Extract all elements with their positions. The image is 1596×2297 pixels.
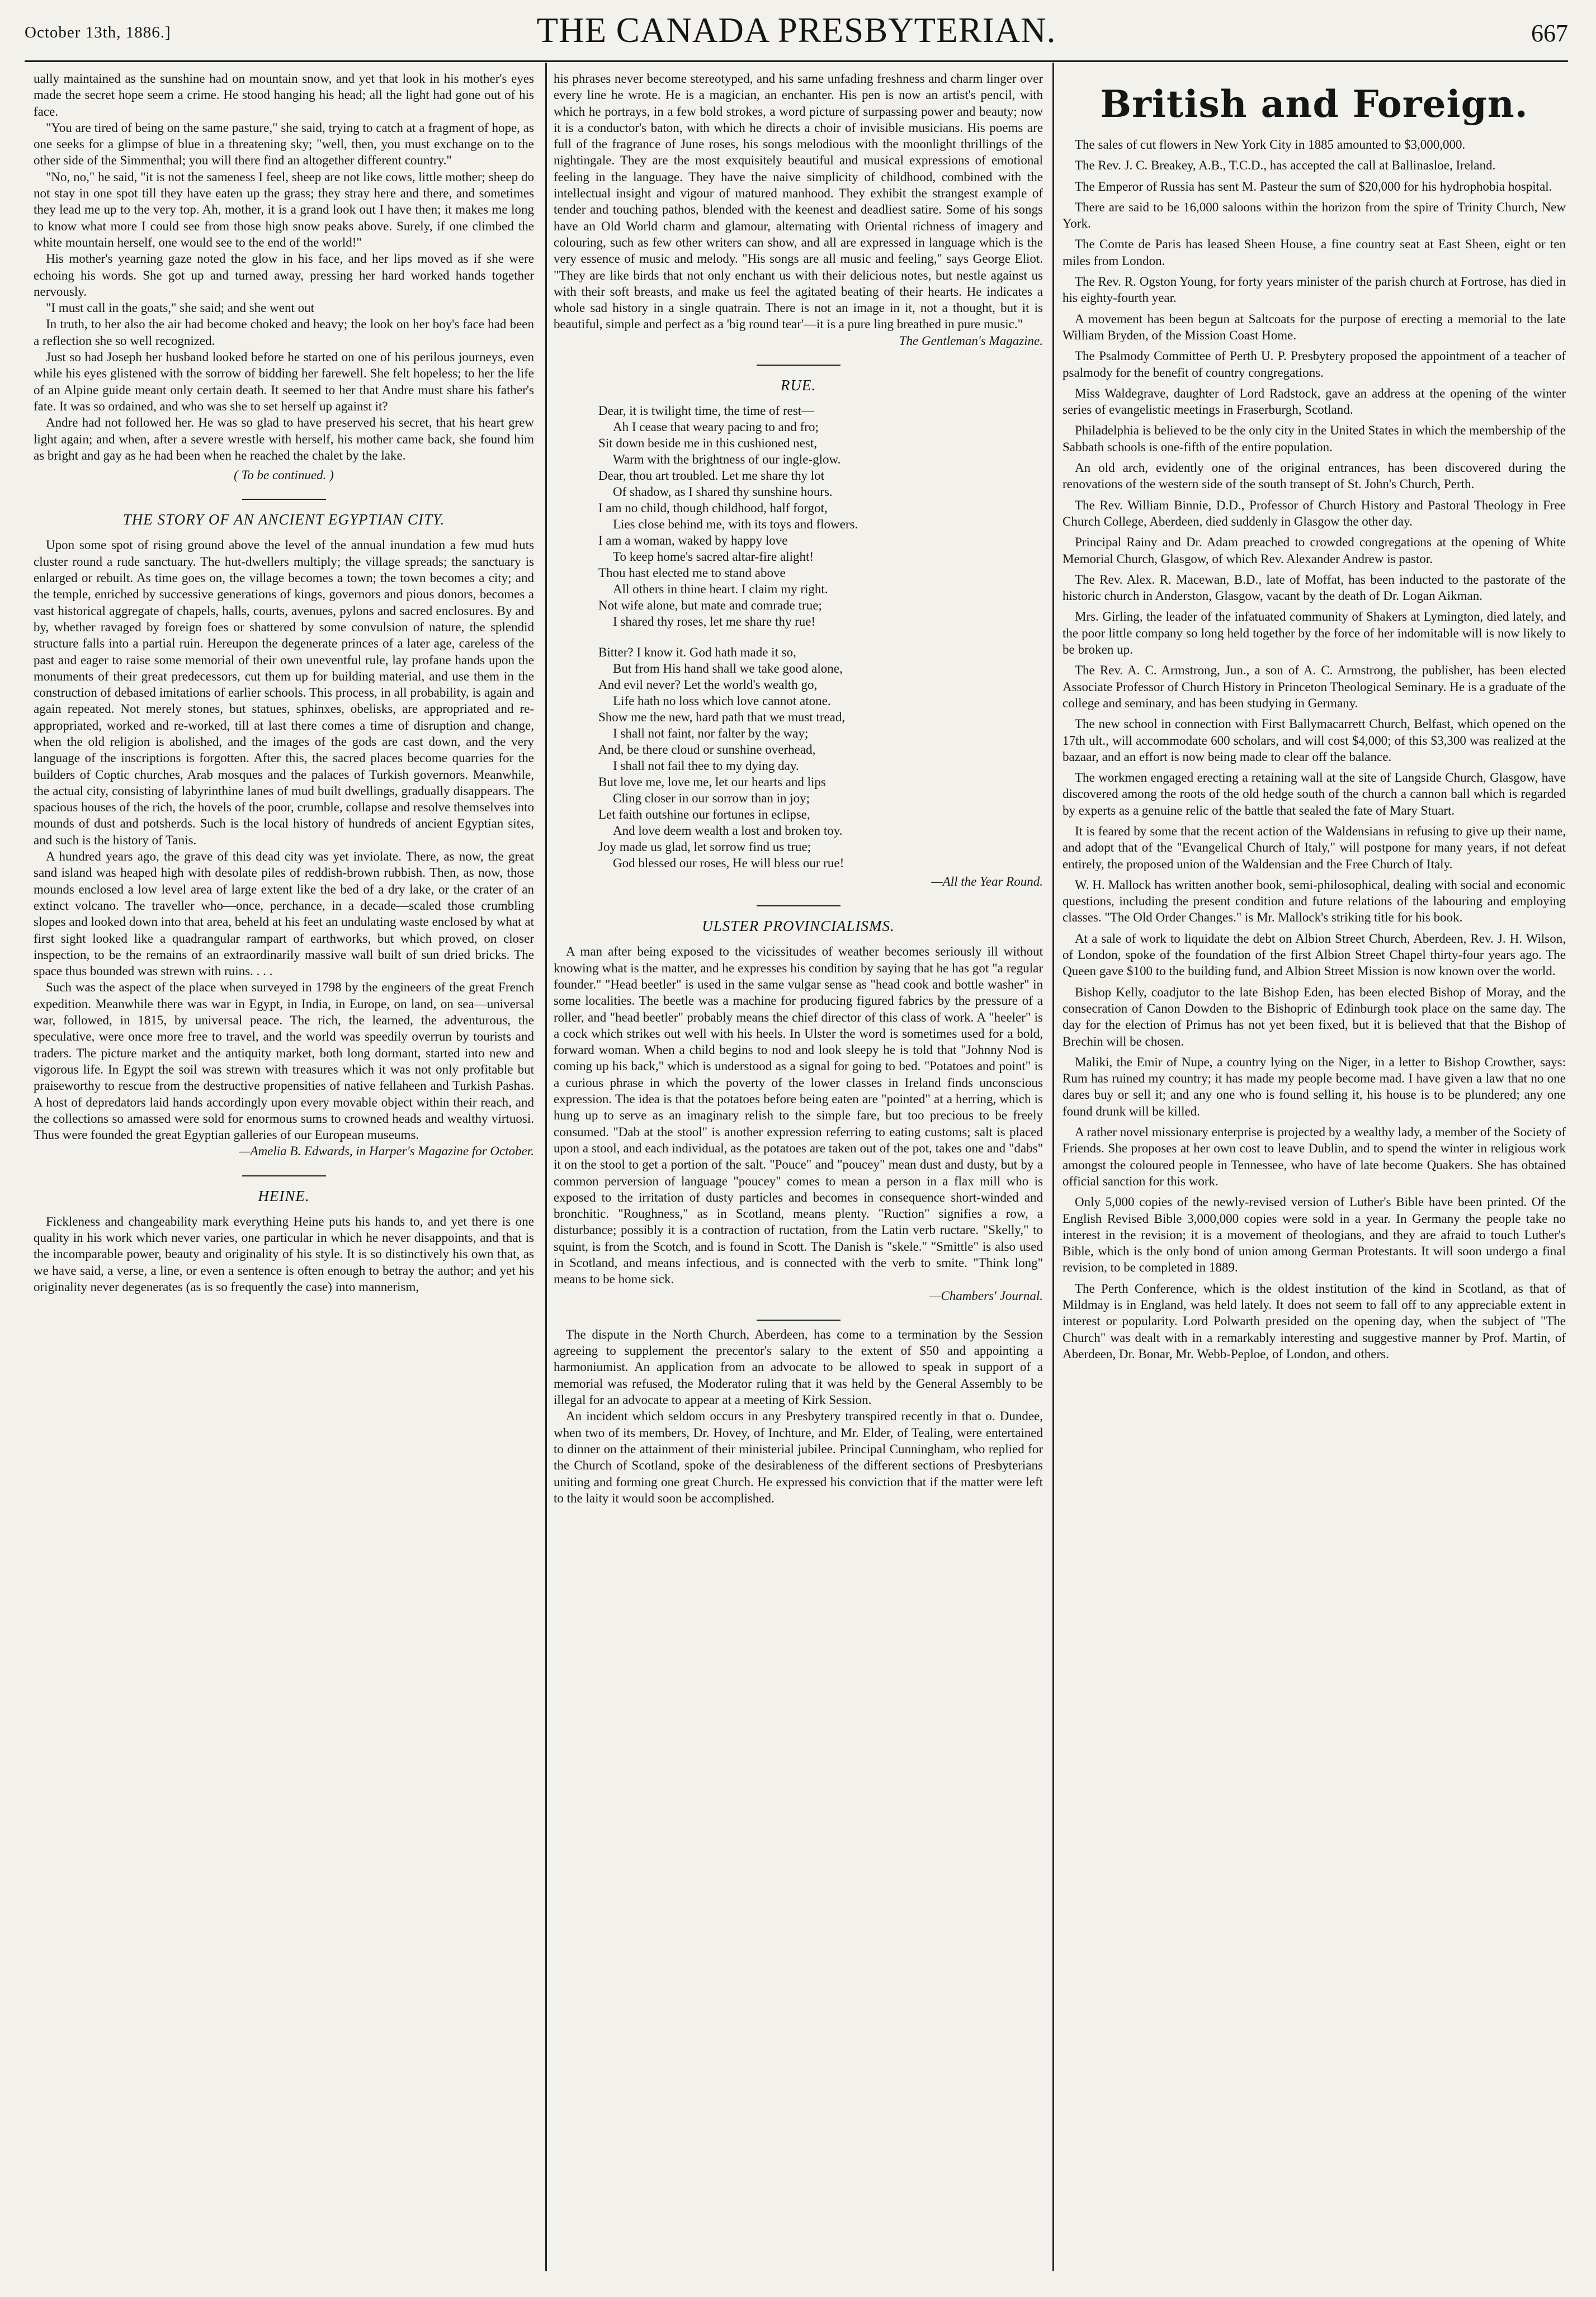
article-paragraph: Such was the aspect of the place when surveyed in 1798 by the engineers of the great French expedition. Meanwhile there was war in Egypt, in India, in Europe, on land, on sea—universal war, followed, in 1815, by universal peace. The rich, the learned, the adventurous, the speculative, were once more free to travel, and the world was speedily overrun by tourists and traders. The picture market and the antiquity market, both long dormant, started into new and vigorous life. In Egypt the soil was strewn with treasures which it was not only profitable but praiseworthy to rescue from the destructive propensities of native fellaheen and Turkish Pashas. A host of depredators laid hands accordingly upon every movable object within their reach, and the collections so amassed were sold for enormous sums to crowned heads and wealthy virtuosi. Thus were founded the great Egyptian galleries of our European museums. [34, 980, 534, 1142]
news-item [1063, 877, 1566, 926]
news-item [1063, 157, 1566, 173]
news-item-text: A movement has been begun at Saltcoats for the purpose of erecting a memorial to the late William Bryden, of the Mission Coast Home. [1063, 311, 1566, 342]
news-item-text: The Rev. A. C. Armstrong, Jun., a son of A. C. Armstrong, the publisher, has been elected Associate Professor of Church History in Princeton Theological Seminary. He is a graduate of the college and seminary, and has been studying in Germany. [1063, 663, 1566, 710]
story-paragraph: "No, no," he said, "it is not the sameness I feel, sheep are not like cows, little mother; sheep do not stay in one spot till they have eaten up the grass; they stray here and there, and sometimes they lead me up to the very top. Ah, mother, it is a grand look out I have then; it makes me long to know what more I could see from those high snow peaks above. Surely, if one climbed the white mountain herself, one would see to the end of the world!" [34, 169, 534, 249]
news-item-text: The new school in connection with First Ballymacarrett Church, Belfast, which opened on the 17th ult., will accommodate 600 scholars, and will cost $4,000; of this $3,300 was realized at the bazaar, and an effort is now being made to clear off the balance. [1063, 717, 1566, 764]
article-paragraph: Fickleness and changeability mark everything Heine puts his hands to, and yet there is one quality in his work which never varies, one particular in which he never disappoints, and that is the incomparable power, beauty and originality of his style. It is so distinctively his own that, as we have said, a verse, a line, or even a sentence is often enough to betray the author; and yet his originality never degenerates (as is so frequently the case) into mannerism, [34, 1214, 534, 1294]
news-item-text: Miss Waldegrave, daughter of Lord Radstock, gave an address at the opening of the winter series of evangelistic meetings in Fraserburgh, Scotland. [1063, 386, 1566, 417]
story-paragraph: Andre had not followed her. He was so glad to have preserved his secret, that his heart grew light again; and when, after a severe wrestle with herself, his mother came back, she found him as bright and gay as he had been when he reached the chalet by the lake. [34, 415, 534, 462]
news-item [1063, 136, 1566, 153]
poem-line: Bitter? I know it. God hath made it so, [598, 645, 796, 660]
story-paragraph: ually maintained as the sunshine had on mountain snow, and yet that look in his mother's eyes made the secret hope seem a crime. He stood hanging his head; all the light had gone out of his face. [34, 72, 534, 119]
news-item [1063, 178, 1566, 195]
issue-date: October 13th, 1886.] [25, 23, 171, 41]
news-item-text: The Emperor of Russia has sent M. Pasteur the sum of $20,000 for his hydrophobia hospital. [1075, 179, 1552, 193]
news-paragraph: An incident which seldom occurs in any Presbytery transpired recently in that o. Dundee, when two of its members, Dr. Hovey, of Inchture, and Mr. Elder, of Tealing, were entertained to dinner on the attainment of their ministerial jubilee. Principal Cunningham, who replied for the Church of Scotland, spoke of the desirableness of the different sections of Presbyterians uniting and forming one great Church. He expressed his conviction that if the matter were left to the laity it would soon be accomplished. [554, 1409, 1043, 1505]
news-item [1063, 460, 1566, 493]
story-paragraph: "I must call in the goats," she said; and she went out [46, 301, 314, 315]
stanza-gap [598, 630, 1043, 644]
poem-line: But from His hand shall we take good alone, [613, 661, 843, 676]
poem-line: I am no child, though childhood, half forgot, [598, 501, 828, 516]
news-item-text: Mrs. Girling, the leader of the infatuated community of Shakers at Lymington, died lately, and the poor little company so long held together by the force of her indomitable will is now likely to be broken up. [1063, 609, 1566, 657]
news-item [1063, 236, 1566, 269]
news-item-text: Only 5,000 copies of the newly-revised version of Luther's Bible have been printed. Of the English Revised Bible 3,000,000 copies were sold in a year. In Germany the people take no interest in the revision; it is a movement of theologians, and they are afraid to touch Luther's Bible, which is the only bond of union among German Protestants. It will soon undergo a final revision, to be completed in 1889. [1063, 1195, 1566, 1275]
news-item-text: W. H. Mallock has written another book, semi-philosophical, dealing with social and economic questions, including the present condition and future relations of the labouring and employing classes. "The Old Order Changes." is Mr. Mallock's striking title for his book. [1063, 877, 1566, 925]
article-title-heine: HEINE. [258, 1187, 310, 1204]
news-item-text: It is feared by some that the recent action of the Waldensians in refusing to give up their name, and adopt that of the "Evangelical Church of Italy," will postpone for many years, if not defeat entirely, the proposed union of the Waldensian and the Free Church of Italy. [1063, 824, 1566, 871]
news-item [1063, 311, 1566, 344]
news-item-text: A rather novel missionary enterprise is projected by a wealthy lady, a member of the Society of Friends. She proposes at her own cost to leave Dublin, and to spend the winter in religious work amongst the coloured people in Tennessee, who have of late become Quakers. She has obtained official sanction for this work. [1063, 1125, 1566, 1188]
page-header [25, 8, 1568, 55]
poem-line: Life hath no loss which love cannot atone. [613, 694, 831, 708]
news-item [1063, 1124, 1566, 1189]
story-paragraph: In truth, to her also the air had become choked and heavy; the look on her boy's face had been a reflection she so well recognized. [34, 317, 534, 348]
news-item [1063, 716, 1566, 765]
poem-rue [554, 403, 1043, 871]
article-source: —Chambers' Journal. [929, 1288, 1043, 1303]
news-item-text: There are said to be 16,000 saloons within the horizon from the spire of Trinity Church, New York. [1063, 200, 1566, 231]
poem-line: And love deem wealth a lost and broken toy. [613, 824, 843, 838]
news-item-text: The workmen engaged erecting a retaining wall at the site of Langside Church, Glasgow, have discovered among the roots of the old hedge south of the church a cannon ball which is regarded by experts as a genuine relic of the battle that sealed the fate of Mary Stuart. [1063, 771, 1566, 817]
section-rule [242, 499, 326, 500]
section-rule [757, 1320, 841, 1321]
news-item [1063, 662, 1566, 711]
story-paragraph: Just so had Joseph her husband looked before he started on one of his perilous journeys, even while his eyes glistened with the sorrow of bidding her farewell. She felt hopeless; to her the life of an Alpine guide meant only certain death. It seemed to her that Andre must share his father's fate. It was so ordained, and who was she to set herself up against it? [34, 350, 534, 413]
poem-line: I shall not faint, nor falter by the way; [613, 726, 809, 741]
poem-line: Of shadow, as I shared thy sunshine hours. [613, 485, 833, 499]
news-item-text: The sales of cut flowers in New York City in 1885 amounted to $3,000,000. [1075, 138, 1466, 152]
poem-line: Thou hast elected me to stand above [598, 566, 786, 580]
news-item [1063, 273, 1566, 306]
article-source: —Amelia B. Edwards, in Harper's Magazine for October. [239, 1144, 534, 1159]
news-item-text: The Rev. Alex. R. Macewan, B.D., late of Moffat, has been inducted to the pastorate of the historic church in Anderston, Glasgow, vacant by the death of Dr. Logan Aikman. [1063, 572, 1566, 603]
news-item [1063, 497, 1566, 530]
masthead-title: THE CANADA PRESBYTERIAN. [536, 11, 1056, 50]
news-item-text: The Psalmody Committee of Perth U. P. Presbytery proposed the appointment of a teacher of psalmody for the benefit of country congregations. [1063, 349, 1566, 380]
article-title-egyptian-city: THE STORY OF AN ANCIENT EGYPTIAN CITY. [122, 511, 445, 528]
poem-line: Dear, thou art troubled. Let me share thy lot [598, 469, 825, 483]
news-item-text: Maliki, the Emir of Nupe, a country lying on the Niger, in a letter to Bishop Crowther, says: Rum has ruined my country; it has made my people become mad. I have given a law that no one dares buy or sell it; and any one who is found selling it, his house is to be plundered; any one found drunk will be killed. [1063, 1055, 1566, 1118]
article-paragraph: A man after being exposed to the vicissitudes of weather becomes seriously ill without knowing what is the matter, and he expresses his condition by saying that he has got "a regular founder." "Head beetler" is used in the same vulgar sense as "head cook and bottle washer" in some localities. The beetle was a machine for producing figured fabrics by the pressure of a roller, and "head beetler" probably means the chief director of this class of work. A "heeler" is a cock which strikes out well with his heels. In Ulster the word is sometimes used for a bold, forward woman. When a child begins to nod and look sleepy he is told that "Johnny Nod is coming up his back," which is understood as a signal for going to bed. "Potatoes and point" is a curious phrase in which the poverty of the lower classes in Ireland finds unconscious expression. The idea is that the potatoes before being eaten are "pointed" at a herring, which is hung up to serve as an imaginary relish to the simple fare, but too precious to be freely consumed. "Dab at the stool" is another expression referring to eating customs; salt is placed upon a stool, and each individual, as the potatoes are taken out of the pot, takes one and "dabs" it on the stool to get a portion of the salt. "Pouce" and "poucey" mean dust and dusty, but by a common perversion of language "poucey" comes to mean a person in a flax mill who is exposed to the irritation of dusty particles and becomes in consequence short-winded and bronchitic. "Roughness," as in Scotland, means plenty. "Ruction" signifies a row, a disturbance; possibly it is a contraction of ructation, from the Latin verb ructare. "Skelly," to squint, is from the Scotch, and is found in Scott. The Danish is "skele." "Smittle" is also used in Scotland, and means infectious, and is connected with the verb to smite. "Think long" means to be home sick. [554, 944, 1043, 1287]
section-rule [242, 1175, 326, 1176]
column-2 [554, 70, 1043, 2262]
story-paragraph: His mother's yearning gaze noted the glow in his face, and her lips moved as if she were echoing his words. She got up and turned away, pressing her hard worked hands together nervously. [34, 252, 534, 299]
poem-source: —All the Year Round. [931, 875, 1043, 889]
article-paragraph: A hundred years ago, the grave of this dead city was yet inviolate. There, as now, the great sand island was heaped high with desolate piles of reddish-brown rubbish. Then, as now, those mounds enclosed a low level area of large extent like the bed of a dry lake, or the crater of an extinct volcano. The traveller who—once, perchance, in a decade—scaled those crumbling slopes and looked down into that area, beheld at his feet an undulating waste enclosed by what at first sight looked like a quadrangular rampart of earthworks, but which proved, on closer inspection, to be the remains of an extraordinarily massive wall built of sun dried bricks. The space thus bounded was strewn with ruins. . . . [34, 849, 534, 979]
british-foreign-heading: British and Foreign. [1100, 82, 1528, 126]
section-rule [757, 365, 841, 366]
article-paragraph: his phrases never become stereotyped, and his same unfading freshness and charm linger over every line he wrote. He is a magician, an enchanter. His pen is now an artist's pencil, with which he portrays, in a few bold strokes, a word picture of surpassing power and beauty; now it is a conductor's baton, with which he directs a choir of invisible musicians. His poems are full of the fragrance of June roses, his songs melodious with the moonlight thrillings of the nightingale. They are the most exquisitely beautiful and musical expressions of emotional feeling in the language. They have the naive simplicity of childhood, combined with the intellectual insight and vigour of matured manhood. They exhibit the strangest example of tender and touching pathos, blended with the keenest and deadliest satire. Some of his songs have an Old World charm and glamour, alternating with Oriental richness of imagery and colouring, such as few other writers can show, and all are expressed in language which is the very essence of music and melody. "His songs are all music and feeling," says George Eliot. "They are like birds that not only enchant us with their delicious notes, but nestle against us with their soft breasts, and make us feel the agitated beating of their hearts. He indicates a whole sad history in a single quatrain. There is not an image in it, not a thought, but it is beautiful, simple and perfect as a 'big round tear'—it is a pure ling breathed in pure music." [554, 72, 1043, 332]
news-item-text: The Perth Conference, which is the oldest institution of the kind in Scotland, as that of Mildmay is in England, was held lately. It does not seem to fall off to any appreciable extent in interest or popularity. Lord Polwarth presided on the opening day, when the subject of "The Church" was dealt with in a remarkably interesting and suggestive manner by Prof. Martin, of Aberdeen, Dr. Bonar, Mr. Webb-Peploe, of London, and others. [1063, 1281, 1566, 1361]
news-item-text: An old arch, evidently one of the original entrances, has been discovered during the renovations of the western side of the south transept of St. John's Church, Perth. [1063, 461, 1566, 491]
poem-line: Warm with the brightness of our ingle-glow. [613, 452, 841, 467]
news-item [1063, 385, 1566, 418]
news-item-text: Bishop Kelly, coadjutor to the late Bishop Eden, has been elected Bishop of Moray, and the consecration of Canon Dowden to the Bishopric of Edinburgh took place on the same day. The day for the election of Primus has not yet been fixed, but it is believed that that the Bishop of Brechin will be chosen. [1063, 985, 1566, 1048]
news-item-text: The Rev. R. Ogston Young, for forty years minister of the parish church at Fortrose, has died in his eighty-fourth year. [1063, 275, 1566, 305]
poem-line: Ah I cease that weary pacing to and fro; [613, 420, 819, 434]
news-item [1063, 769, 1566, 819]
poem-line: Let faith outshine our fortunes in eclipse, [598, 807, 810, 822]
news-item [1063, 348, 1566, 381]
poem-line: Show me the new, hard path that we must tread, [598, 710, 846, 725]
poem-line: Lies close behind me, with its toys and flowers. [613, 517, 858, 532]
article-source: The Gentleman's Magazine. [899, 333, 1043, 348]
poem-line: To keep home's sacred altar-fire alight! [613, 550, 814, 564]
news-item [1063, 1054, 1566, 1119]
news-item-text: The Rev. William Binnie, D.D., Professor of Church History and Pastoral Theology in Free Church College, Aberdeen, died suddenly in Glasgow the other day. [1063, 498, 1566, 528]
news-item-text: Philadelphia is believed to be the only city in the United States in which the membership of the Sabbath schools is one-fifth of the entire population. [1063, 423, 1566, 454]
poem-line: I shall not fail thee to my dying day. [613, 759, 799, 773]
poem-line: God blessed our roses, He will bless our rue! [613, 856, 844, 871]
poem-line: And, be there cloud or sunshine overhead, [598, 743, 816, 757]
article-paragraph: Upon some spot of rising ground above the level of the annual inundation a few mud huts cluster round a rude sanctuary. The hut-dwellers multiply; the village spreads; the sanctuary is enlarged or rebuilt. As time goes on, the village becomes a town; the town becomes a city; and the temple, enriched by successive generations of kings, governors and pious donors, becomes a vast historical aggregate of chapels, halls, courts, avenues, pylons and sacred enclosures. By and by, whether ravaged by foreign foes or shattered by some convulsion of nature, the splendid structure falls into a partial ruin. Hereupon the degenerate princes of a later age, careless of the past and eager to raise some memorial of their own uneventful rule, lay profane hands upon the monuments of their great predecessors, cut them up for building material, and use them in the construction of debased imitations of earlier schools. This process, in all probability, is again and again repeated. Not merely stones, but statues, sphinxes, obelisks, are appropriated and re-appropriated, worked and re-worked, till at last there comes a time of disruption and change, when the old religion is abolished, and the images of the gods are cast down, and the very language of the inscriptions is forgotten. After this, the sacred places become quarries for the builders of Coptic churches, Arab mosques and the palaces of Turkish governors. Meanwhile, the actual city, consisting of labyrinthine lanes of mud built dwellings, gradually disappears. The spacious houses of the rich, the hovels of the poor, crumble, collapse and resolve themselves into mounds of dust and potsherds. Such is the local history of hundreds of ancient Egyptian sites, and such is the history of Tanis. [34, 538, 534, 847]
poem-line: Cling closer in our sorrow than in joy; [613, 791, 810, 806]
poem-line: But love me, love me, let our hearts and lips [598, 775, 826, 790]
page-number: 667 [1531, 20, 1568, 47]
section-rule [757, 905, 841, 906]
news-item [1063, 1194, 1566, 1275]
news-item [1063, 534, 1566, 567]
news-item-text: The Comte de Paris has leased Sheen House, a fine country seat at East Sheen, eight or ten miles from London. [1063, 237, 1566, 268]
news-item [1063, 930, 1566, 980]
article-title-ulster: ULSTER PROVINCIALISMS. [702, 918, 895, 935]
poem-line: I shared thy roses, let me share thy rue! [613, 615, 816, 629]
news-item [1063, 199, 1566, 232]
news-item [1063, 984, 1566, 1050]
column-1 [34, 70, 534, 2262]
poem-line: All others in thine heart. I claim my right. [613, 582, 828, 597]
news-item-text: At a sale of work to liquidate the debt on Albion Street Church, Aberdeen, Rev. J. H. Wilson, of London, spoke of the foundation of the first Albion Street Chapel thirty-four years ago. The Queen gave $100 to the building fund, and Albion Street Mission is now known over the world. [1063, 931, 1566, 979]
column-divider-1 [545, 63, 547, 2271]
news-items-list [1063, 136, 1566, 1362]
news-item [1063, 422, 1566, 455]
column-3 [1063, 70, 1566, 2262]
news-item [1063, 1280, 1566, 1362]
news-item [1063, 608, 1566, 658]
poem-line: Not wife alone, but mate and comrade true; [598, 598, 822, 613]
news-paragraph: The dispute in the North Church, Aberdeen, has come to a termination by the Session agreeing to supplement the precentor's salary to the extent of $50 and appointing a harmoniumist. An application from an advocate to be allowed to speak in support of a memorial was refused, the Moderator ruling that it was held by the General Assembly to be illegal for an advocate to appear at a meeting of Kirk Session. [554, 1327, 1043, 1407]
news-item-text: The Rev. J. C. Breakey, A.B., T.C.D., has accepted the call at Ballinasloe, Ireland. [1075, 158, 1496, 173]
header-rule [25, 60, 1568, 62]
poem-line: Sit down beside me in this cushioned nest, [598, 436, 817, 451]
poem-title-rue: RUE. [780, 377, 816, 394]
poem-line: Joy made us glad, let sorrow find us true; [598, 840, 811, 854]
news-item [1063, 571, 1566, 604]
story-paragraph: "You are tired of being on the same pasture," she said, trying to catch at a fragment of hope, as one seeks for a glimpse of blue in a threatening sky; "well, then, you must exchange on to the other side of the Simmenthal; you will there find an altogether different country." [34, 120, 534, 168]
column-divider-2 [1052, 63, 1054, 2271]
news-item-text: Principal Rainy and Dr. Adam preached to crowded congregations at the opening of White Memorial Church, Glasgow, of which Rev. Alexander Andrew is pastor. [1063, 535, 1566, 566]
news-item [1063, 823, 1566, 872]
poem-line: Dear, it is twilight time, the time of rest— [598, 404, 815, 418]
poem-line: I am a woman, waked by happy love [598, 533, 788, 548]
to-be-continued: ( To be continued. ) [234, 468, 334, 483]
poem-line: And evil never? Let the world's wealth go, [598, 678, 818, 692]
